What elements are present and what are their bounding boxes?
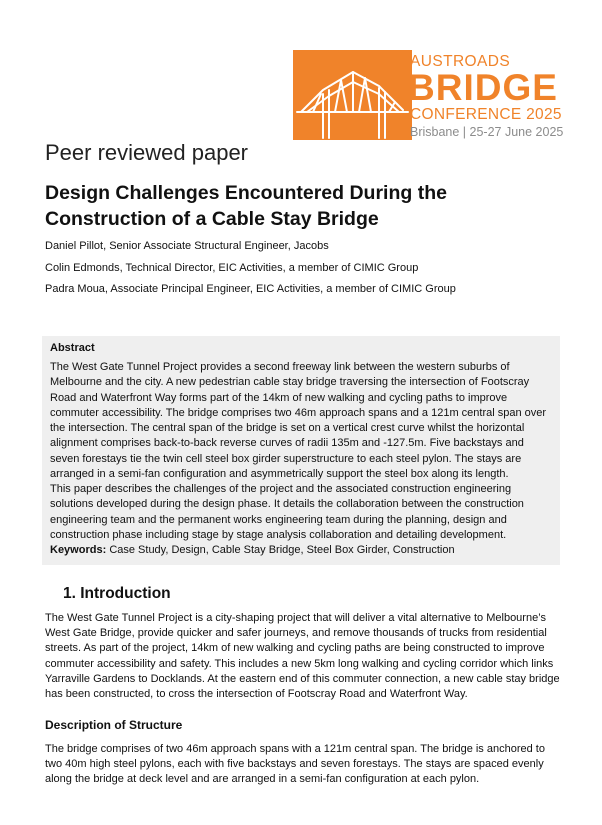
abstract-heading: Abstract — [50, 342, 95, 354]
keywords-line — [50, 544, 455, 556]
abstract-box — [42, 336, 560, 565]
body-paragraph: The West Gate Tunnel Project is a city-shaping project that will deliver a vital alternative to Melbourne’s West Gate Bridge, provide quicker and safer journeys, and remove thousands of trucks from residential streets. As part of the project, 14km of new walking and cycling paths are being constructed to improve commuter accessibility and safety. This includes a new 5km long walking and cycling corridor which links Yarraville Gardens to Docklands. At the eastern end of this commuter connection, a new cable stay bridge has been constructed, to cross the intersection of Footscray Road and Waterfront Way. — [45, 612, 560, 701]
body-paragraph: The bridge comprises of two 46m approach spans with a 121m central span. The bridge is anchored to two 40m high steel pylons, each with five backstays and seven forestays. The stays are spaced evenly along the bridge at deck level and are arranged in a semi-fan configuration at each pylon. — [45, 743, 545, 786]
bridge-icon — [293, 50, 412, 140]
logo-event-name: CONFERENCE 2025 — [410, 106, 562, 123]
paper-type-label: Peer reviewed paper — [45, 140, 249, 165]
section-heading: 1. Introduction — [63, 585, 171, 602]
author-line: Daniel Pillot, Senior Associate Structural Engineer, Jacobs — [45, 240, 329, 252]
conference-logo-mark — [293, 50, 412, 140]
keywords-list: Case Study, Design, Cable Stay Bridge, Steel Box Girder, Construction — [109, 544, 455, 556]
logo-org-name: AUSTROADS — [410, 53, 511, 70]
author-line: Padra Moua, Associate Principal Engineer, EIC Activities, a member of CIMIC Group — [45, 283, 456, 295]
paper-title: Design Challenges Encountered During the Construction of a Cable Stay Bridge — [45, 182, 447, 230]
subsection-heading: Description of Structure — [45, 718, 183, 732]
abstract-paragraph: This paper describes the challenges of the project and the associated construction engineering solutions developed during the design phase. It details the collaboration between the construction engineering team and the permanent works engineering team during the planning, design and construction phase including stage by stage analysis collaboration and detailing development. — [50, 483, 524, 541]
logo-main-word: BRIDGE — [408, 67, 558, 108]
logo-location-date: Brisbane | 25-27 June 2025 — [410, 125, 564, 139]
keywords-label: Keywords: — [50, 544, 107, 556]
abstract-paragraph: The West Gate Tunnel Project provides a second freeway link between the western suburbs of Melbourne and the city. A new pedestrian cable stay bridge traversing the intersection of Footscray Road and Waterfront Way forms part of the 14km of new walking and cycling paths to improve commuter accessibility. The bridge comprises two 46m approach spans and a 121m central span over the intersection. The central span of the bridge is set on a vertical crest curve whilst the horizontal alignment comprises back-to-back reverse curves of radii 135m and -127.5m. Five backstays and seven forestays tie the twin cell steel box girder superstructure to each steel pylon. The stays are arranged in a semi-fan configuration and asymmetrically support the steel box along its length. — [50, 361, 547, 481]
author-line: Colin Edmonds, Technical Director, EIC Activities, a member of CIMIC Group — [45, 262, 419, 274]
